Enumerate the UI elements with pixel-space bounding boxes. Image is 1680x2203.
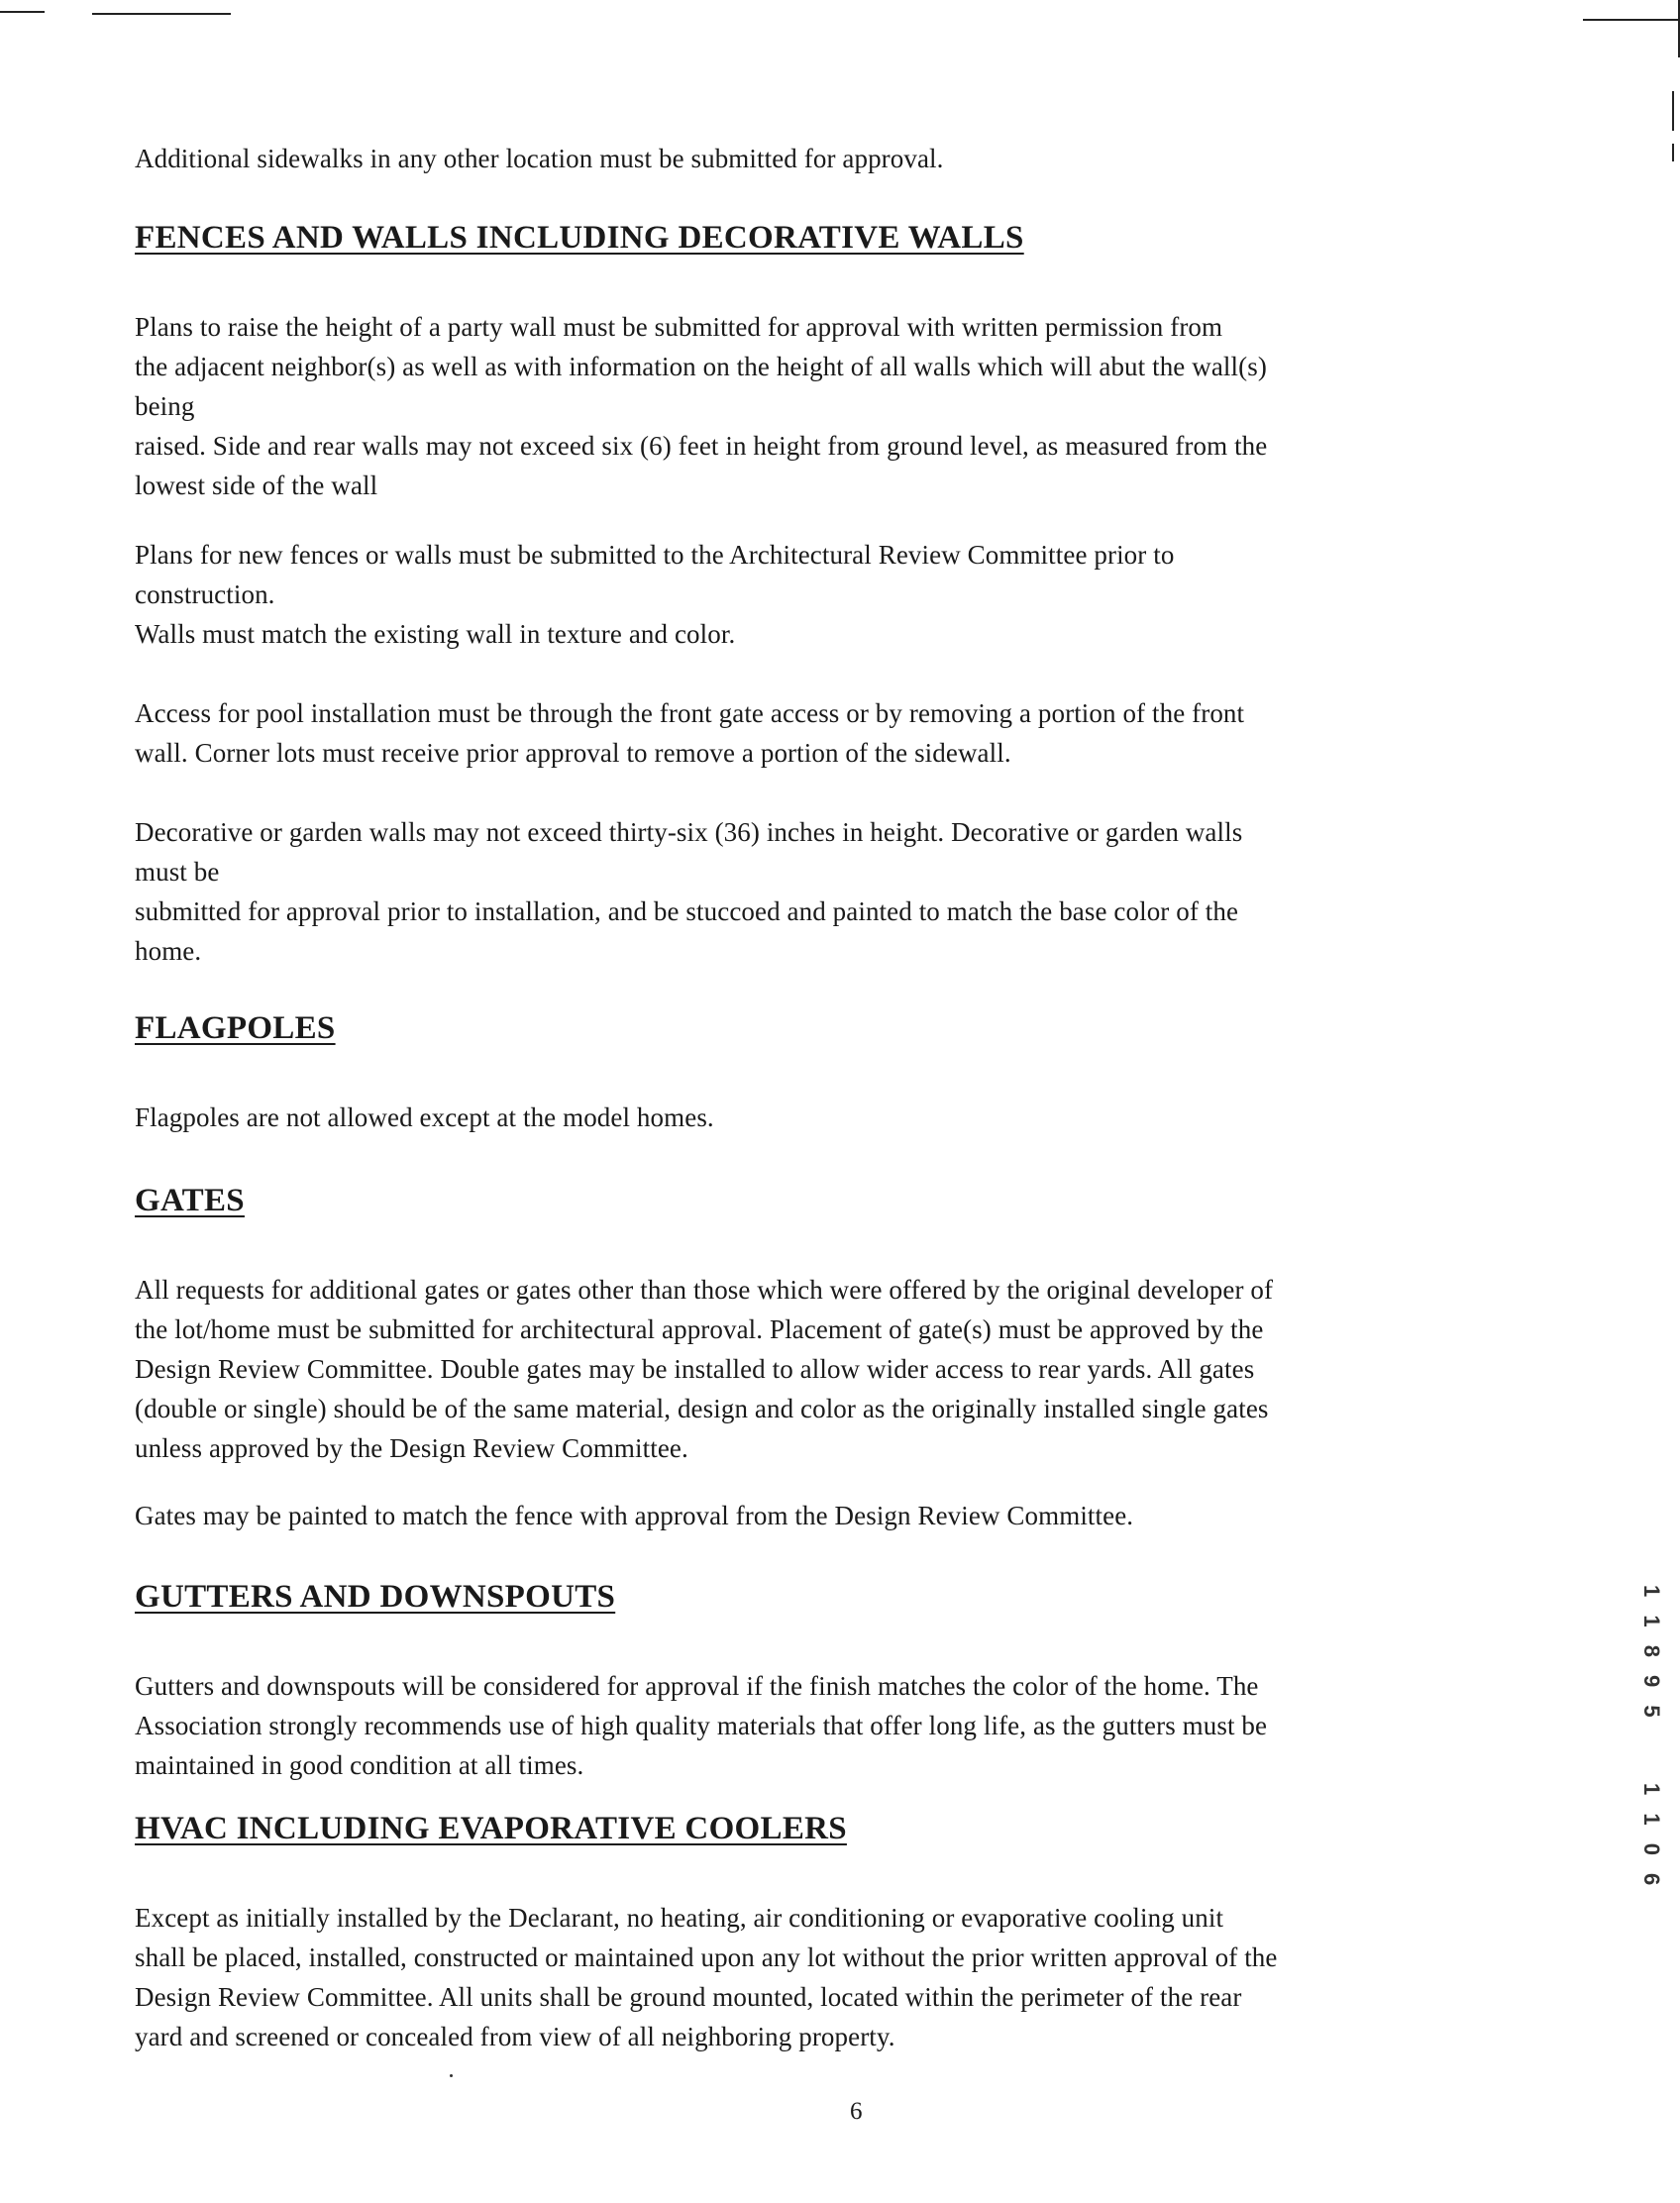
text-line: wall. Corner lots must receive prior approval to remove a portion of the sidewall. [135, 738, 1011, 768]
text-line: shall be placed, installed, constructed or maintained upon any lot without the prior written approval of the [135, 1942, 1278, 1972]
text-line: Gates may be painted to match the fence with approval from the Design Review Committee. [135, 1501, 1134, 1530]
text-line: Design Review Committee. All units shall be ground mounted, located within the perimeter of the rear [135, 1982, 1242, 2012]
gates-paragraph-2 [135, 1496, 1561, 1535]
fences-paragraph-4 [135, 812, 1561, 971]
scan-artifact-line [1672, 144, 1674, 161]
fences-paragraph-1 [135, 307, 1561, 505]
fences-heading: FENCES AND WALLS INCLUDING DECORATIVE WALLS [135, 220, 1024, 256]
scan-artifact-line [92, 13, 231, 15]
text-line: Plans to raise the height of a party wall must be submitted for approval with written permission from [135, 312, 1223, 342]
scan-speck [450, 2074, 453, 2077]
flagpoles-heading: FLAGPOLES [135, 1010, 336, 1046]
flagpoles-paragraph [135, 1098, 1561, 1137]
side-stamp [1625, 1585, 1664, 1922]
scan-artifact-line [0, 11, 45, 13]
side-stamp-text-a: 1 1 8 9 5 [1639, 1585, 1664, 1724]
text-line: Flagpoles are not allowed except at the model homes. [135, 1102, 714, 1132]
text-line: submitted for approval prior to installation, and be stuccoed and painted to match the base color of the [135, 896, 1239, 926]
text-line: (double or single) should be of the same material, design and color as the originally installed single gates [135, 1394, 1269, 1423]
text-line: Decorative or garden walls may not exceed thirty-six (36) inches in height. Decorative or garden walls [135, 817, 1243, 847]
text-line: Gutters and downspouts will be considered for approval if the finish matches the color of the home. The [135, 1671, 1259, 1701]
scan-artifact-line [1583, 19, 1680, 21]
fences-paragraph-2 [135, 535, 1561, 654]
fences-paragraph-3 [135, 693, 1561, 773]
text-line: maintained in good condition at all times. [135, 1750, 584, 1780]
hvac-heading: HVAC INCLUDING EVAPORATIVE COOLERS [135, 1811, 847, 1846]
gutters-paragraph [135, 1666, 1561, 1785]
hvac-paragraph [135, 1898, 1561, 2056]
text-line: the lot/home must be submitted for architectural approval. Placement of gate(s) must be approved by the [135, 1314, 1264, 1344]
text-line: Access for pool installation must be through the front gate access or by removing a portion of the front [135, 698, 1245, 728]
side-stamp-text-b: 1 1 0 6 [1639, 1783, 1664, 1892]
text-line: construction. [135, 579, 275, 609]
text-line: Design Review Committee. Double gates may be installed to allow wider access to rear yards. All gates [135, 1354, 1255, 1384]
text-line: raised. Side and rear walls may not exceed six (6) feet in height from ground level, as measured from the [135, 431, 1268, 461]
text-line: home. [135, 936, 202, 966]
gutters-heading: GUTTERS AND DOWNSPOUTS [135, 1579, 616, 1615]
gates-heading: GATES [135, 1183, 245, 1218]
text-line: the adjacent neighbor(s) as well as with information on the height of all walls which will abut the wall(s) [135, 352, 1267, 381]
text-line: Except as initially installed by the Declarant, no heating, air conditioning or evaporative cooling unit [135, 1903, 1224, 1933]
scan-artifact-line [1672, 91, 1674, 131]
sidewalks-paragraph [135, 139, 1561, 178]
page-number: 6 [850, 2098, 863, 2125]
text-line: Association strongly recommends use of high quality materials that offer long life, as the gutters must be [135, 1711, 1268, 1740]
text-line: lowest side of the wall [135, 471, 378, 500]
gates-paragraph-1 [135, 1270, 1561, 1468]
text-line: must be [135, 857, 220, 887]
text-line: yard and screened or concealed from view of all neighboring property. [135, 2022, 895, 2051]
text-line: being [135, 391, 195, 421]
text-line: Additional sidewalks in any other location must be submitted for approval. [135, 144, 944, 173]
text-line: unless approved by the Design Review Committee. [135, 1433, 688, 1463]
text-line: Walls must match the existing wall in texture and color. [135, 619, 736, 649]
text-line: All requests for additional gates or gates other than those which were offered by the original developer of [135, 1275, 1274, 1305]
text-line: Plans for new fences or walls must be submitted to the Architectural Review Committee prior to [135, 540, 1175, 570]
